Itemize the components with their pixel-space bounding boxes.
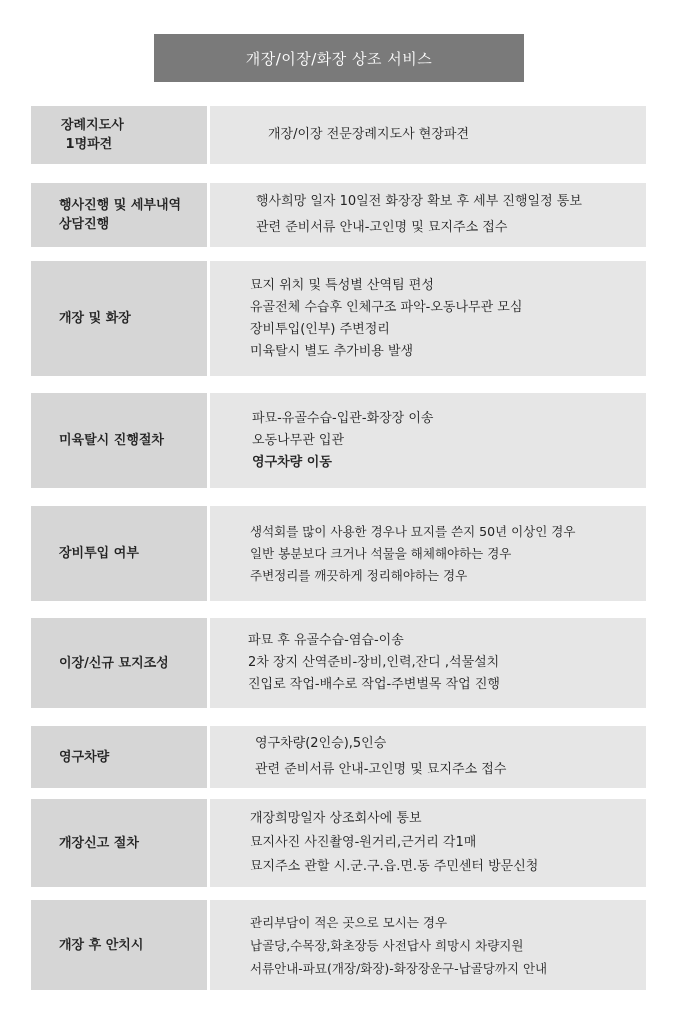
row-label-line: 장비투입 여부 <box>59 546 139 561</box>
row-label-line: 미육탈시 진행절차 <box>59 433 164 448</box>
row-label-line: 상담진행 <box>59 217 110 232</box>
row-content-line: 묘지사진 사진촬영-원거리,근거리 각1매 <box>250 835 477 850</box>
row-content-line: 주변정리를 깨끗하게 정리해야하는 경우 <box>250 567 468 583</box>
row-content-line: 유골전체 수습후 인체구조 파악-오동나무관 모심 <box>250 299 523 315</box>
row-label-line: 1명파견 <box>61 137 113 152</box>
row-content-line: 2차 장지 산역준비-장비,인력,잔디 ,석물설치 <box>248 655 500 670</box>
row-content-line: 관련 준비서류 안내-고인명 및 묘지주소 접수 <box>255 762 507 777</box>
row-content-line: 장비투입(인부) 주변정리 <box>250 321 390 337</box>
row-content-line: 서류안내-파묘(개장/화장)-화장장운구-납골당까지 안내 <box>250 960 548 976</box>
service-row-reburial-cremation <box>31 261 646 376</box>
row-content <box>210 506 646 601</box>
service-row-equipment <box>31 506 646 601</box>
row-content-line: 관리부담이 적은 곳으로 모시는 경우 <box>250 914 448 930</box>
row-content <box>210 393 646 488</box>
page-title: 개장/이장/화장 상조 서비스 <box>154 34 524 82</box>
row-content-line: 개장/이장 전문장례지도사 현장파견 <box>268 127 470 142</box>
row-content <box>210 726 646 788</box>
row-content <box>210 106 646 164</box>
row-label-line: 영구차량 <box>59 749 110 765</box>
service-row-funeral-director <box>31 106 646 164</box>
service-row-hearse <box>31 726 646 788</box>
row-content <box>210 799 646 887</box>
row-label-line: 행사진행 및 세부내역 <box>59 198 182 213</box>
row-label <box>31 799 207 887</box>
row-content-line: 묘지주소 관할 시.군.구.읍.면.동 주민센터 방문신청 <box>250 859 539 874</box>
row-label <box>31 618 207 708</box>
row-label-line: 개장 및 화장 <box>59 311 131 326</box>
row-content-line: 관련 준비서류 안내-고인명 및 묘지주소 접수 <box>256 220 508 235</box>
service-row-undecomposed <box>31 393 646 488</box>
row-content-line: 생석회를 많이 사용한 경우나 묘지를 쓴지 50년 이상인 경우 <box>250 523 576 539</box>
row-content-line: 행사희망 일자 10일전 화장장 확보 후 세부 진행일정 통보 <box>256 194 582 209</box>
row-content-line: 파묘 후 유골수습-염습-이송 <box>248 633 404 648</box>
row-content <box>210 900 646 990</box>
row-content-line: 납골당,수목장,화초장등 사전답사 희망시 차량지원 <box>250 937 524 953</box>
row-content <box>210 261 646 376</box>
service-row-reburial-report <box>31 799 646 887</box>
row-content-line: 파묘-유골수습-입관-화장장 이송 <box>252 410 434 426</box>
row-label <box>31 900 207 990</box>
row-content-line: 개장희망일자 상조회사에 통보 <box>250 811 422 826</box>
service-row-consultation <box>31 183 646 247</box>
row-label <box>31 261 207 376</box>
row-content-line: 오동나무관 입관 <box>252 432 345 448</box>
row-label <box>31 726 207 788</box>
row-content-line: 일반 봉분보다 크거나 석물을 해체해야하는 경우 <box>250 545 512 561</box>
row-label <box>31 183 207 247</box>
row-label-line: 개장신고 절차 <box>59 835 139 851</box>
row-label-line: 개장 후 안치시 <box>59 937 144 953</box>
row-content-line: 진입로 작업-배수로 작업-주변벌목 작업 진행 <box>248 677 500 692</box>
row-content <box>210 183 646 247</box>
row-label <box>31 393 207 488</box>
row-label-line: 이장/신규 묘지조성 <box>59 655 169 671</box>
row-content <box>210 618 646 708</box>
row-content-line: 미육탈시 별도 추가비용 발생 <box>250 343 414 359</box>
row-content-line: 영구차량(2인승),5인승 <box>255 736 387 751</box>
service-row-enshrinement <box>31 900 646 990</box>
row-label-line: 장례지도사 <box>61 118 124 133</box>
row-label <box>31 506 207 601</box>
service-row-new-grave <box>31 618 646 708</box>
row-content-line: 묘지 위치 및 특성별 산역팀 편성 <box>250 277 434 293</box>
row-label <box>31 106 207 164</box>
row-content-line: 영구차량 이동 <box>252 454 332 470</box>
